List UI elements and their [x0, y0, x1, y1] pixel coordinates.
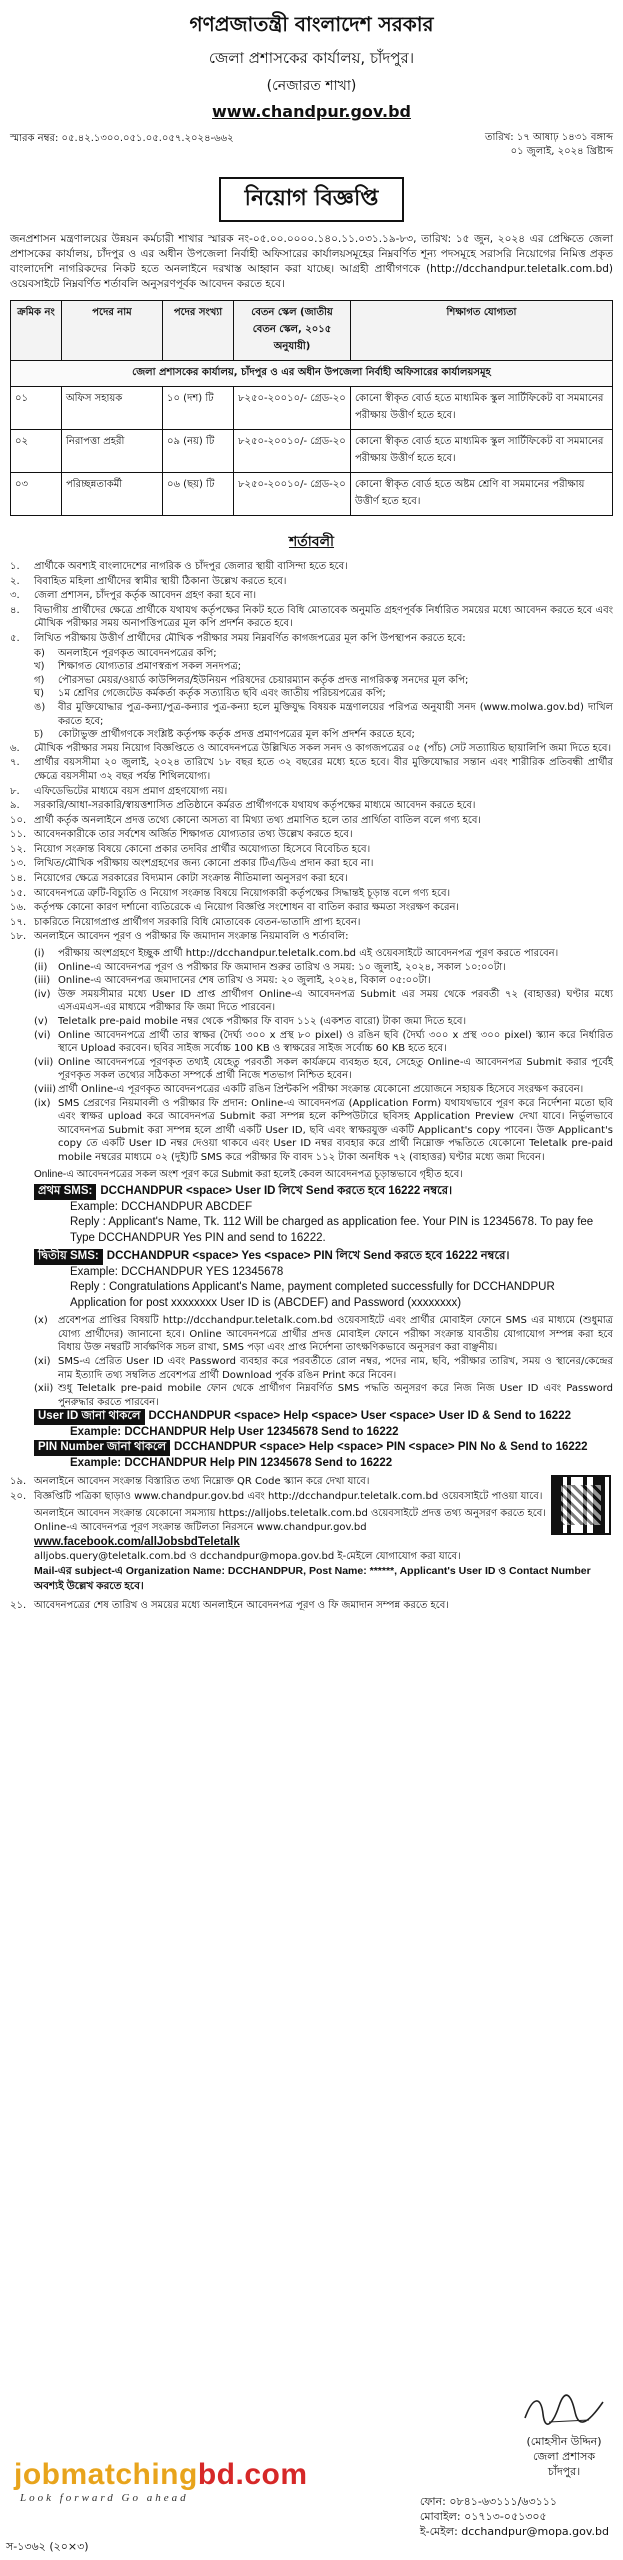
- info-section: [10, 1475, 613, 1503]
- list-item: ১৫. আবেদনপত্রে ত্রুটি-বিচ্যুতি ও নিয়োগ সংক্রান্ত বিষয়ে নিয়োগকারী কর্তৃপক্ষের সিদ্ধান্তই চূড়ান্ত বলে গণ্য হবে।: [10, 887, 451, 899]
- letterhead: [10, 10, 613, 121]
- date-english: ০১ জুলাই, ২০২৪ খ্রিষ্টাব্দ: [510, 146, 613, 157]
- brand-domain: bd.com: [197, 2458, 308, 2491]
- sms-deadline-note: Online-এ আবেদনপত্রের সকল অংশ পূরণ করে Submit করা হলেই কেবল আবেদনপত্র চূড়ান্তভাবে গৃহীত হবে।: [34, 1168, 463, 1180]
- cell-count: ০৯ (নয়) টি: [163, 430, 234, 473]
- signatory-title: জেলা প্রশাসক: [532, 2450, 596, 2463]
- list-item: ১. প্রার্থীকে অবশ্যই বাংলাদেশের নাগরিক ও চাঁদপুর জেলার স্থায়ী বাসিন্দা হতে হবে।: [10, 561, 348, 572]
- sms-example-2: Example: DCCHANDPUR YES 12345678: [70, 1265, 284, 1278]
- signatory-place: চাঁদপুর।: [547, 2465, 581, 2478]
- list-item: ৮. এফিডেভিটের মাধ্যমে বয়স প্রমাণ গ্রহণযোগ্য নয়।: [10, 785, 228, 797]
- first-sms-format: DCCHANDPUR <space> User ID লিখে Send করতে হবে 16222 নম্বরে।: [100, 1185, 453, 1198]
- pin-label: PIN Number জানা থাকলে: [34, 1440, 170, 1456]
- contact-section: [10, 1507, 613, 1594]
- pin-example: Example: DCCHANDPUR Help PIN 12345678 Send to 16222: [70, 1456, 393, 1469]
- govt-name: গণপ্রজাতন্ত্রী বাংলাদেশ সরকার: [189, 12, 434, 36]
- cell-scale: ৮২৫০-২০০১০/- গ্রেড-২০: [234, 473, 351, 516]
- list-item: ১০. প্রার্থী কর্তৃক অনলাইনে প্রদত্ত তথ্যে কোনো অসত্য বা মিথ্যা তথ্য প্রমাণিত হলে তার প্রার্থিতা বাতিল বলে গণ্য হবে।: [10, 814, 482, 826]
- list-item: ৭. প্রার্থীর বয়সসীমা ২০ জুলাই, ২০২৪ তারিখে ১৮ বছর হতে ৩২ বছরের মধ্যে হতে হবে। বীর মুক্তিযোদ্ধার সন্তান এবং শারীরিক প্রতিবন্ধী প্রার্থীর ক্ষেত্রে বয়সসীমা ৩২ বছর পর্যন্ত শিথিলযোগ্য।: [10, 757, 613, 782]
- intro-paragraph: জনপ্রশাসন মন্ত্রণালয়ের উন্নয়ন কর্মচারী শাখার স্মারক নং-০৫.০০.০০০০.১৪০.১১.০৩১.১৯-৮৩, তারিখ: ১৫ জুন, ২০২৪ এর প্রেক্ষিতে জেলা প্রশাসকের কার্যালয়, চাঁদপুর ও এর অধীন উপজেলা নির্বাহী অফিসারের কার্যালয়সমূহের নিম্নবর্ণিত শূন্য পদসমূহে সরাসরি নিয়োগের নিমিত্ত প্রকৃত বাংলাদেশি নাগরিকদের নিকট হতে অনলাইনে দরখাস্ত আহ্বান করা যাচ্ছে। আগ্রহী প্রার্থীগণকে (http://dcchandpur.teletalk.com.bd) ওয়েবসাইটে নিম্নবর্ণিত শর্তাবলি অনুসরণপূর্বক আবেদন করতে হবে।: [10, 233, 613, 290]
- list-item: খ) শিক্ষাগত যোগ্যতার প্রমাণস্বরূপ সকল সনদপত্র;: [34, 661, 242, 673]
- list-item: (vii) Online আবেদনপত্রে পূরণকৃত তথ্যই যেহেতু পরবর্তী সকল কার্যক্রমে ব্যবহৃত হবে, সেহেতু Online-এ আবেদনপত্র Submit করার পূর্বেই পূরণকৃত সকল তথ্যের সঠিকতা সম্পর্কে প্রার্থী নিজে শতভাগ নিশ্চিত হবেন।: [34, 1056, 613, 1082]
- cell-count: ১০ (দশ) টি: [163, 387, 234, 430]
- list-item: (xii) শুধু Teletalk pre-paid mobile ফোন থেকে প্রার্থীগণ নিম্নবর্ণিত SMS পদ্ধতি অনুসরণ করে নিজ নিজ User ID এবং Password পুনরুদ্ধার করতে পারবেন।: [34, 1383, 613, 1408]
- credential-recovery: [10, 1409, 613, 1471]
- table-row: [11, 430, 613, 473]
- cell-serial: ০২: [11, 430, 62, 473]
- date-block: [485, 131, 613, 159]
- list-item: (xi) SMS-এ প্রেরিত User ID এবং Password ব্যবহার করে পরবর্তীতে রোল নম্বর, পদের নাম, ছবি, পরীক্ষার তারিখ, সময় ও স্থানের/কেন্দ্রের নাম ইত্যাদি তথ্য সম্বলিত প্রবেশপত্র প্রার্থী Download পূর্বক রঙিন Print করে নিবেন।: [34, 1355, 613, 1381]
- publication-code: স-১৩৬২ (২০×৩): [6, 2540, 89, 2553]
- facebook-link[interactable]: www.facebook.com/allJobsbdTeletalk: [34, 1535, 240, 1548]
- memo-row: [10, 131, 613, 159]
- sms-example-1: Example: DCCHANDPUR ABCDEF: [70, 1200, 253, 1213]
- signatory-name: (মোহসীন উদ্দিন): [526, 2435, 602, 2448]
- cell-post: অফিস সহায়ক: [62, 387, 163, 430]
- list-item: চ) কোটাভুক্ত প্রার্থীগণকে সংশ্লিষ্ট কর্তৃপক্ষ কর্তৃক প্রদত্ত প্রমাণপত্রের মূল কপি প্রদর্শন করতে হবে;: [34, 729, 415, 741]
- cell-scale: ৮২৫০-২০০১০/- গ্রেড-২০: [234, 430, 351, 473]
- list-item: (v) Teletalk pre-paid mobile নম্বর থেকে পরীক্ষার ফি বাবদ ১১২ (একশত বারো) টাকা জমা দিতে হবে।: [34, 1016, 467, 1027]
- col-qualification: শিক্ষাগত যোগ্যতা: [351, 301, 613, 361]
- list-item: ৯. সরকারি/আধা-সরকারি/স্বায়ত্তশাসিত প্রতিষ্ঠানে কর্মরত প্রার্থীগণকে যথাযথ কর্তৃপক্ষের মাধ্যমে আবেদন করতে হবে।: [10, 800, 476, 812]
- second-sms-label: দ্বিতীয় SMS:: [34, 1249, 103, 1265]
- cell-post: নিরাপত্তা প্রহরী: [62, 430, 163, 473]
- cell-scale: ৮২৫০-২০০১০/- গ্রেড-২০: [234, 387, 351, 430]
- list-item: ৩. জেলা প্রশাসন, চাঁদপুর কর্তৃক আবেদন গ্রহণ করা হবে না।: [10, 590, 257, 602]
- second-sms-format: DCCHANDPUR <space> Yes <space> PIN লিখে Send করতে হবে 16222 নম্বরে।: [106, 1250, 510, 1263]
- list-item: ১৮. অনলাইনে আবেদন পূরণ ও পরীক্ষার ফি জমাদান সংক্রান্ত নিয়মাবলি ও শর্তাবলি:: [10, 931, 349, 943]
- cell-post: পরিচ্ছন্নতাকর্মী: [62, 473, 163, 516]
- list-item: ঙ) বীর মুক্তিযোদ্ধার পুত্র-কন্যা/পুত্র-কন্যার পুত্র-কন্যা হলে মুক্তিযুদ্ধ বিষয়ক মন্ত্রণালয়ের পরিপত্র অনুযায়ী সনদ (www.molwa.gov.bd) দাখিল করতে হবে;: [34, 701, 613, 727]
- office-mobile: মোবাইল: ০১৭১৩-০৫১৩০৫: [419, 2510, 547, 2523]
- list-item: ১৬. কর্তৃপক্ষ কোনো কারণ দর্শানো ব্যতিরেকে এ নিয়োগ বিজ্ঞপ্তি সংশোধন বা বাতিল করার ক্ষমতা সংরক্ষণ করেন।: [10, 902, 460, 914]
- qr-code-icon[interactable]: [551, 1475, 611, 1535]
- conditions-list: [10, 560, 613, 945]
- list-item: ১২. নিয়োগ সংক্রান্ত বিষয়ে কোনো প্রকার তদবির প্রার্থীর অযোগ্যতা হিসেবে বিবেচিত হবে।: [10, 843, 371, 855]
- table-row: [11, 387, 613, 430]
- signature-icon: [519, 2388, 609, 2430]
- date-label: তারিখ:: [484, 132, 514, 143]
- col-post: পদের নাম: [62, 301, 163, 361]
- list-item: ক) অনলাইনে পূরণকৃত আবেদনপত্রের কপি;: [34, 647, 217, 659]
- table-row: [11, 473, 613, 516]
- list-item: ২. বিবাহিত মহিলা প্রার্থীদের স্বামীর স্থায়ী ঠিকানা উল্লেখ করতে হবে।: [10, 575, 287, 587]
- cell-serial: ০১: [11, 387, 62, 430]
- office-email: ই-মেইল: dcchandpur@mopa.gov.bd: [419, 2525, 609, 2538]
- contact-line-1: অনলাইনে আবেদন সংক্রান্ত যেকোনো সমস্যায় https://alljobs.teletalk.com.bd ওয়েবসাইটে প্রদত্ত তথ্য অনুসরণ করতে হবে।: [34, 1508, 546, 1520]
- office-name: জেলা প্রশাসকের কার্যালয়, চাঁদপুর।: [208, 49, 415, 67]
- list-item: ২০. বিজ্ঞপ্তিটি পত্রিকা ছাড়াও www.chandpur.gov.bd এবং http://dcchandpur.teletalk.com.bd ওয়েবসাইটে পাওয়া যাবে।: [10, 1490, 543, 1502]
- list-item: ৬. মৌখিক পরীক্ষার সময় নিয়োগ বিজ্ঞপ্তিতে ও আবেদনপত্রে উল্লিখিত সকল সনদ ও কাগজপত্রের ০৫ (পাঁচ) সেট সত্যায়িত ছায়ালিপি জমা দিতে হবে।: [10, 742, 612, 754]
- userid-example: Example: DCCHANDPUR Help User 12345678 Send to 16222: [70, 1425, 399, 1438]
- sms-reply-1: Reply : Applicant's Name, Tk. 112 Will be charged as application fee. Your PIN is 12345678. To pay fee Type DCCHANDPUR Yes PIN and send to 16222.: [70, 1216, 594, 1244]
- list-item: (iii) Online-এ আবেদনপত্র জমাদানের শেষ তারিখ ও সময়: ২০ জুলাই, ২০২৪, বিকাল ০৫:০০টা।: [34, 975, 431, 987]
- list-item: ৪. বিভাগীয় প্রার্থীদের ক্ষেত্রে প্রার্থীকে যথাযথ কর্তৃপক্ষের নিকট হতে বিধি মোতাবেক অনুমতি গ্রহণপূর্বক নির্ধারিত সময়ের মধ্যে আবেদন করতে হবে এবং মৌখিক পরীক্ষার সময় অনাপত্তিপত্রের মূল কপি প্রদর্শন করতে হবে।: [10, 604, 613, 630]
- contact-subject-line: Mail-এর subject-এ Organization Name: DCCHANDPUR, Post Name: ******, Applicant's User ID ও Contact Number অবশ্যই উল্লেখ করতে হবে।: [34, 1564, 591, 1593]
- brand-name: jobmatching: [14, 2458, 198, 2491]
- vacancy-table: [10, 300, 613, 516]
- conditions-title: শর্তাবলী: [288, 534, 335, 550]
- first-sms-label: প্রথম SMS:: [34, 1184, 96, 1200]
- cell-count: ০৬ (ছয়) টি: [163, 473, 234, 516]
- contact-email-line: alljobs.query@teletalk.com.bd ও dcchandpur@mopa.gov.bd ই-মেইলে যোগাযোগ করা যাবে।: [34, 1551, 461, 1563]
- list-item: (x) প্রবেশপত্র প্রাপ্তির বিষয়টি http://dcchandpur.teletalk.com.bd ওয়েবসাইটে এবং প্রার্থীর মোবাইল ফোনে SMS এর মাধ্যমে (শুধুমাত্র যোগ্য প্রার্থীদের) জানানো হবে। Online আবেদনপত্রে প্রার্থীর প্রদত্ত মোবাইল ফোনে পরীক্ষা সংক্রান্ত যাবতীয় যোগাযোগ সম্পন্ন করা হবে বিধায় উক্ত নম্বরটি সার্বক্ষণিক সচল রাখা, SMS পড়া এবং প্রাপ্ত নির্দেশনা তাৎক্ষণিকভাবে অনুসরণ করা বাঞ্ছনীয়।: [34, 1315, 613, 1354]
- userid-label: User ID জানা থাকলে: [34, 1409, 145, 1425]
- list-item: ১৩. লিখিত/মৌখিক পরীক্ষায় অংশগ্রহণের জন্য কোনো প্রকার টিএ/ডিএ প্রদান করা হবে না।: [10, 858, 374, 870]
- branch-name: (নেজারত শাখা): [266, 78, 357, 94]
- userid-format: DCCHANDPUR <space> Help <space> User <space> User ID & Send to 16222: [148, 1410, 571, 1423]
- contact-line-2: Online-এ আবেদনপত্র পূরণ সংক্রান্ত জটিলতা নিরসনে www.chandpur.gov.bd: [34, 1522, 367, 1534]
- office-contact: [420, 2494, 609, 2539]
- list-item: (viii) প্রার্থী Online-এ পূরণকৃত আবেদনপত্রের একটি রঙিন প্রিন্টকপি পরীক্ষা সংক্রান্ত যেকোনো প্রয়োজনে সহায়ক হিসেবে সংরক্ষণ করবেন।: [34, 1083, 584, 1095]
- brand-tagline: Look forward Go ahead: [20, 2492, 189, 2504]
- list-item: (iv) উক্ত সময়সীমার মধ্যে User ID প্রাপ্ত প্রার্থীগণ Online-এ আবেদনপত্র Submit এর সময় থেকে পরবর্তী ৭২ (বাহাত্তর) ঘণ্টার মধ্যে এসএমএস-এর মাধ্যমে পরীক্ষার ফি জমা দিতে পারবেন।: [34, 988, 613, 1014]
- list-item: ১৯. অনলাইনে আবেদন সংক্রান্ত বিস্তারিত তথ্য নিম্নোক্ত QR Code স্ক্যান করে দেখা যাবে।: [10, 1476, 370, 1488]
- office-row: জেলা প্রশাসকের কার্যালয়, চাঁদপুর ও এর অধীন উপজেলা নির্বাহী অফিসারের কার্যালয়সমূহ: [11, 361, 613, 387]
- pin-format: DCCHANDPUR <space> Help <space> PIN <space> PIN No & Send to 16222: [174, 1441, 588, 1454]
- list-item: ১৪. নিয়োগের ক্ষেত্রে সরকারের বিদ্যমান কোটা সংক্রান্ত নীতিমালা অনুসরণ করা হবে।: [10, 873, 348, 885]
- col-scale: বেতন স্কেল (জাতীয় বেতন স্কেল, ২০১৫ অনুযায়ী): [234, 301, 351, 361]
- list-item: গ) পৌরসভা মেয়র/ওয়ার্ড কাউন্সিলর/ইউনিয়ন পরিষদের চেয়ারম্যান কর্তৃক প্রদত্ত নাগরিকত্ব সনদের মূল কপি;: [34, 674, 469, 686]
- date-bangla: ১৭ আষাঢ় ১৪৩১ বঙ্গাব্দ: [516, 132, 613, 143]
- col-count: পদের সংখ্যা: [163, 301, 234, 361]
- cell-qualification: কোনো স্বীকৃত বোর্ড হতে মাধ্যমিক স্কুল সার্টিফিকেট বা সমমানের পরীক্ষায় উত্তীর্ণ হতে হবে।: [351, 430, 613, 473]
- list-item: ঘ) ১ম শ্রেণির গেজেটেড কর্মকর্তা কর্তৃক সত্যায়িত ছবি এবং জাতীয় পরিচয়পত্রের কপি;: [34, 688, 386, 700]
- sms-reply-2: Reply : Congratulations Applicant's Name, payment completed successfully for DCCHANDPUR Application for post xxxxxxxx User ID is (ABCDEF) and Password (xxxxxxxx): [70, 1281, 555, 1309]
- online-rules-list: [10, 947, 613, 1165]
- list-item: (i) পরীক্ষায় অংশগ্রহণে ইচ্ছুক প্রার্থী http://dcchandpur.teletalk.com.bd এই ওয়েবসাইটে আবেদনপত্র পূরণ করতে পারবেন।: [34, 948, 559, 960]
- jobmatching-logo: [14, 2458, 308, 2504]
- office-phone: ফোন: ০৮৪১-৬৩১১১/৬৩১১১: [419, 2495, 558, 2508]
- memo-number: স্মারক নম্বর: ০৫.৪২.১৩০০.০৫১.০৫.০৫৭.২০২৪-৬৬২: [10, 133, 234, 144]
- admit-card-rules: [10, 1314, 613, 1409]
- website-link[interactable]: www.chandpur.gov.bd: [212, 102, 411, 121]
- list-item: ১১. আবেদনকারীকে তার সর্বশেষ অর্জিত শিক্ষাগত যোগ্যতার তথ্য উল্লেখ করতে হবে।: [10, 829, 353, 841]
- notice-document: [10, 6, 613, 1613]
- sms-instructions: [10, 1168, 613, 1312]
- list-item: ২১. আবেদনপত্রের শেষ তারিখ ও সময়ের মধ্যে অনলাইনে আবেদনপত্র পূরণ ও ফি জমাদান সম্পন্ন করতে হবে।: [10, 1599, 449, 1611]
- list-item: (vi) Online আবেদনপত্রে প্রার্থী তার স্বাক্ষর (দৈর্ঘ্য ৩০০ x প্রস্থ ৮০ pixel) ও রঙিন ছবি (দৈর্ঘ্য ৩০০ x প্রস্থ ৩০০ pixel) স্ক্যান করে নির্ধারিত স্থানে Upload করবেন। ছবির সাইজ সর্বোচ্চ 100 KB ও স্বাক্ষরের সাইজ সর্বোচ্চ 60 KB হতে হবে।: [34, 1029, 613, 1055]
- cell-serial: ০৩: [11, 473, 62, 516]
- cell-qualification: কোনো স্বীকৃত বোর্ড হতে অষ্টম শ্রেণি বা সমমানের পরীক্ষায় উত্তীর্ণ হতে হবে।: [351, 473, 613, 516]
- cell-qualification: কোনো স্বীকৃত বোর্ড হতে মাধ্যমিক স্কুল সার্টিফিকেট বা সমমানের পরীক্ষায় উত্তীর্ণ হতে হবে।: [351, 387, 613, 430]
- list-item: (ii) Online-এ আবেদনপত্র পূরণ ও পরীক্ষার ফি জমাদান শুরুর তারিখ ও সময়: ১০ জুলাই, ২০২৪, সকাল ১০:০০টা।: [34, 961, 506, 973]
- col-serial: ক্রমিক নং: [11, 301, 62, 361]
- signature-block: [519, 2388, 609, 2479]
- notice-title: নিয়োগ বিজ্ঞপ্তি: [219, 177, 405, 222]
- list-item: ৫. লিখিত পরীক্ষায় উত্তীর্ণ প্রার্থীদের মৌখিক পরীক্ষার সময় নিম্নবর্ণিত কাগজপত্রের মূল কপি উপস্থাপন করতে হবে:: [10, 632, 466, 644]
- list-item: (ix) SMS প্রেরণের নিয়মাবলী ও পরীক্ষার ফি প্রদান: Online-এ আবেদনপত্র (Application Form) যথাযথভাবে পূরণ করে নির্দেশনা মতো ছবি এবং স্বাক্ষর upload করে আবেদনপত্র Submit করা সম্পন্ন হলে কম্পিউটারে ছবিসহ Application Preview দেখা যাবে। নির্ভুলভাবে আবেদনপত্র Submit করা সম্পন্ন হলে প্রার্থী একটি User ID, ছবি এবং স্বাক্ষরযুক্ত একটি Applicant's copy পাবেন। উক্ত Applicant's copy তে একটি User ID নম্বর দেওয়া থাকবে এবং User ID নম্বর ব্যবহার করে প্রার্থী নিম্নোক্ত পদ্ধতিতে যেকোনো Teletalk pre-paid mobile নম্বরের মাধ্যমে ০২ (দুই)টি SMS করে পরীক্ষার ফি বাবদ ১১২ টাকা অনধিক ৭২ (বাহাত্তর) ঘণ্টার মধ্যে জমা দিবেন।: [34, 1097, 613, 1163]
- list-item: ১৭. চাকরিতে নিয়োগপ্রাপ্ত প্রার্থীগণ সরকারি বিধি মোতাবেক বেতন-ভাতাদি প্রাপ্য হবেন।: [10, 916, 361, 928]
